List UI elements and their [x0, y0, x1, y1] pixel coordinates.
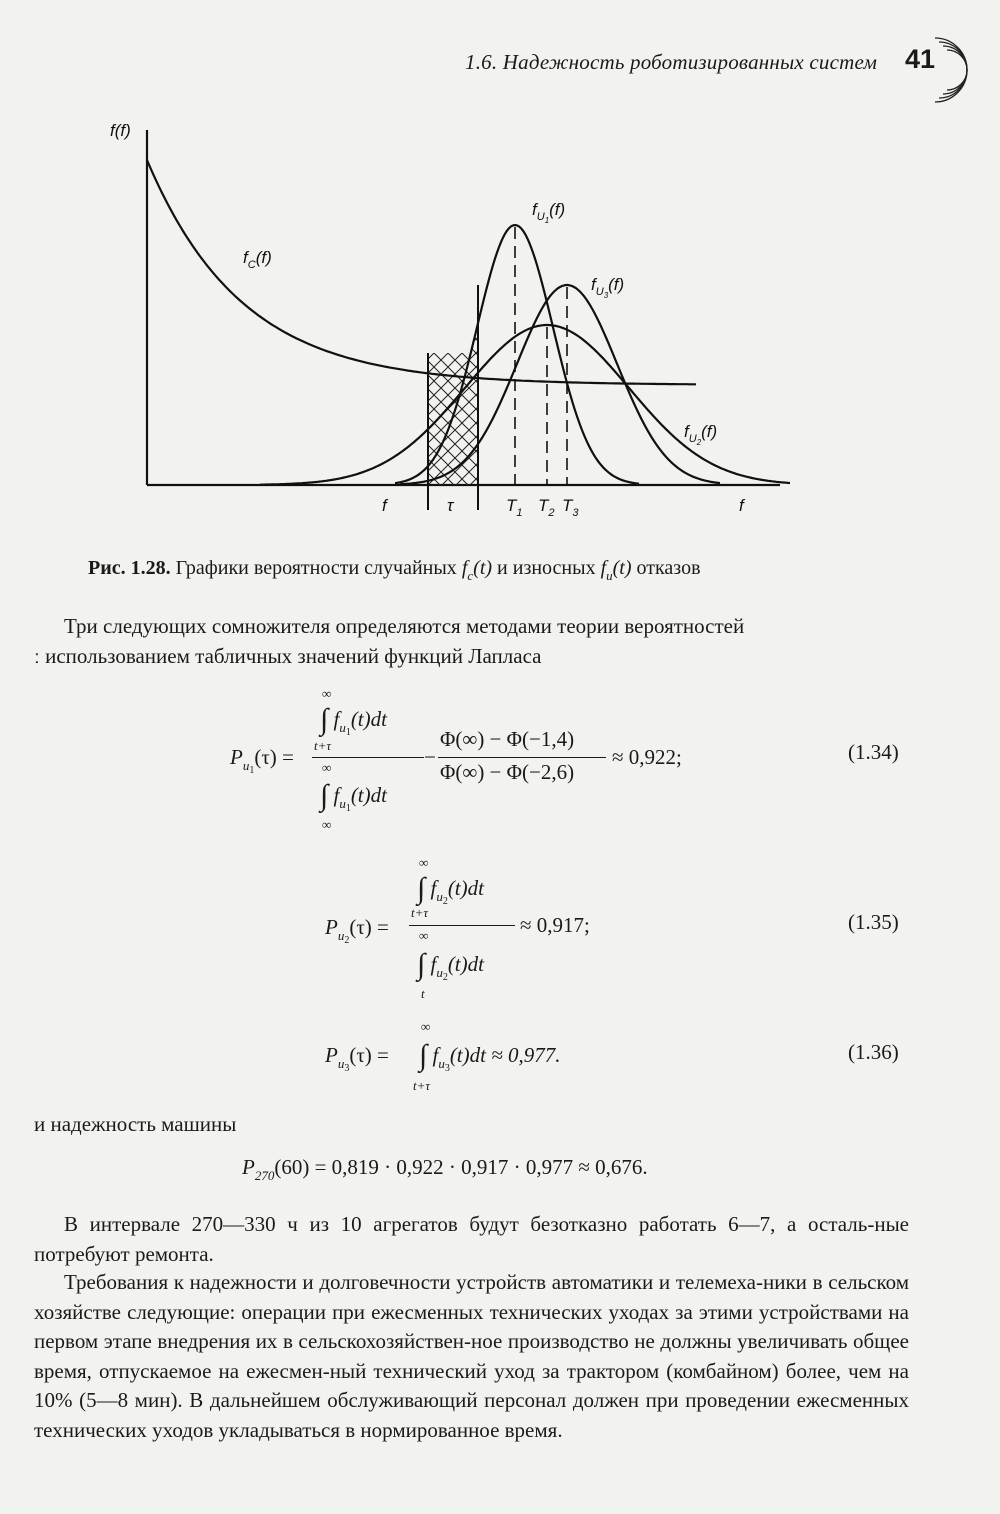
eq136-number: (1.36): [848, 1040, 899, 1064]
caption-text-3: отказов: [631, 557, 701, 579]
label-fc: $f_C(f)$: [243, 248, 272, 271]
eq135-frac-line: [409, 925, 515, 926]
eq135-lhs: $P_{u2}(\tau)$ =: [325, 915, 389, 946]
label-fu2: $f_U2(f)$: [684, 422, 718, 447]
paragraph-reliability: и надежность машины: [34, 1112, 237, 1136]
eq134-lhs: $P_{u1}(\tau)$ =: [230, 745, 294, 776]
paragraph-intro: [34, 612, 909, 671]
x-label-tau: τ: [447, 496, 454, 515]
eq134-den: ∫ $f_{u1}(t)dt$: [320, 779, 387, 814]
eq134-den-int-lower: ∞: [322, 817, 332, 832]
eq136-lhs: $P_{u3}(\tau)$ =: [325, 1043, 389, 1074]
paragraph-interval: [34, 1210, 909, 1269]
caption-fu-arg: (t): [612, 557, 632, 579]
x-label-t: f: [382, 496, 387, 515]
x-label-T2: $T_2$: [538, 496, 555, 519]
eq134-number: (1.34): [848, 740, 899, 764]
eq134-num-int-upper: ∞: [322, 686, 332, 701]
paragraph-requirements-text: Требования к надежности и долговечности устройств автоматики и телемеха-ники в сельском хозяйстве следующие: операции при ежесменных технических уходах за этими устройствами на первом этапе внедрения их в сельскохозяйствен-ное производство не должны увеличивать общее время, отпускаемое на ежесмен-ный технический уход за трактором (комбайном) более, чем на 10% (5—8 мин). В дальнейшем обслуживающий персонал должен при проведении ежесменных технических уходов укладываться в нормированное время.: [34, 1270, 909, 1442]
caption-text-2: и износных: [492, 557, 601, 579]
caption-fc-arg: (t): [473, 557, 493, 579]
eq136-body: ∫ $f_{u3}(t)dt \approx 0,977$.: [419, 1039, 561, 1074]
eq134-num: ∫ $f_{u1}(t)dt$: [320, 703, 387, 738]
caption-fu-sub: u: [606, 568, 613, 583]
curve-fu2: [260, 325, 790, 485]
label-fu3: $f_U3(f)$: [591, 275, 625, 300]
paragraph-intro-line2: ː использованием табличных значений функций Лапласа: [34, 643, 542, 668]
y-axis-label: f(f): [110, 121, 131, 140]
eq135-result: ≈ 0,917;: [520, 913, 590, 937]
paragraph-intro-line1: Три следующих сомножителя определяются методами теории вероятностей: [64, 614, 745, 638]
paragraph-interval-text: В интервале 270—330 ч из 10 агрегатов будут безотказно работать 6—7, а осталь-ные потребуют ремонта.: [34, 1212, 909, 1266]
eq134-frac2-den: Φ(∞) − Φ(−2,6): [440, 760, 575, 784]
eq134-minus: −: [424, 745, 436, 769]
eq135-number: (1.35): [848, 910, 899, 934]
eq135-den: ∫ $f_{u2}(t)dt$: [417, 948, 484, 983]
eq135-num-int-upper: ∞: [419, 855, 429, 870]
eq134-den-int-upper: ∞: [322, 760, 332, 775]
eq136-int-upper: ∞: [421, 1019, 431, 1034]
paragraph-requirements: [34, 1268, 909, 1445]
eq134-frac1-line: [312, 757, 424, 758]
x-axis-label: f: [739, 496, 744, 515]
caption-number: Рис. 1.28.: [88, 557, 171, 579]
eq134-frac2-line: [438, 757, 606, 758]
eq135-num-int-lower: t+τ: [411, 905, 429, 920]
hatched-interval-tau: [428, 215, 478, 510]
running-head-title: 1.6. Надежность роботизированных систем: [465, 50, 878, 74]
caption-fc: f: [461, 557, 468, 579]
x-label-T3: $T_3$: [562, 496, 579, 519]
figure-caption: [88, 557, 701, 583]
caption-text-1: Графики вероятности случайных: [170, 557, 462, 579]
caption-fc-sub: c: [467, 568, 474, 583]
page-number: 41: [905, 44, 936, 74]
eq134-result: ≈ 0,922;: [612, 745, 682, 769]
label-fu1: $f_U1(f)$: [532, 200, 566, 225]
curve-fc: [147, 160, 696, 384]
eq135-den-int-upper: ∞: [419, 928, 429, 943]
caption-fu: f: [600, 557, 607, 579]
eq134-num-int-lower: t+τ: [314, 738, 332, 753]
x-label-T1: $T_1$: [506, 496, 523, 519]
eq135-num: ∫ $f_{u2}(t)dt$: [417, 872, 484, 907]
eq134-frac2-num: Φ(∞) − Φ(−1,4): [440, 727, 575, 751]
figure-reliability-curves: [0, 115, 1000, 545]
eq135-den-int-lower: t: [421, 986, 425, 1001]
equation-machine-reliability: $P_{270}(60) = 0,819 \cdot 0,922 \cdot 0,917 \cdot 0,977 \approx 0,676$.: [242, 1155, 648, 1183]
eq136-int-lower: t+τ: [413, 1078, 431, 1093]
